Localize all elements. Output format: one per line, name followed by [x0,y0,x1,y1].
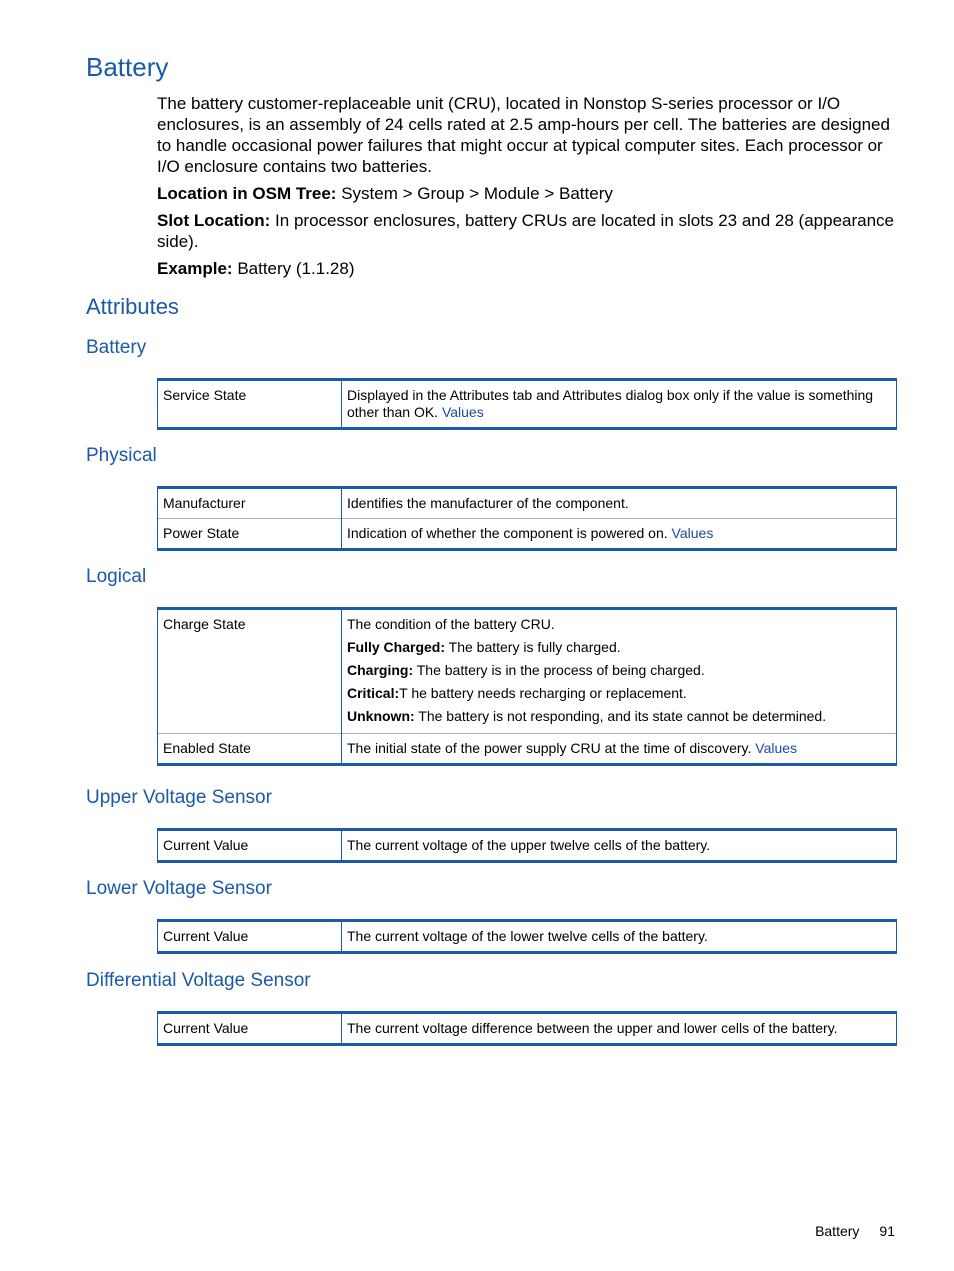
state-term: Charging: [347,662,414,678]
table-row [158,1013,897,1045]
location-label: Location in OSM Tree: [157,184,337,203]
attribute-name: Current Value [158,830,342,862]
state-term: Fully Charged: [347,639,446,655]
values-link[interactable]: Values [441,404,484,420]
intro-paragraph: The battery customer-replaceable unit (CRU), located in Nonstop S-series processor or I/O enclosures, is an assembly of 24 cells rated at 2.5 amp-hours per cell. The batteries are designed to handle occasional power failures that might occur at typical computer sites. Each processor or I/O enclosure contains two batteries. [157,94,890,176]
description-text: The initial state of the power supply CRU at the time of discovery. [347,740,756,756]
attribute-name: Manufacturer [158,488,342,519]
differential-voltage-heading: Differential Voltage Sensor [86,970,311,991]
differential-voltage-table [157,1011,897,1046]
attribute-description [342,734,897,765]
location-value: System > Group > Module > Battery [336,184,613,203]
attribute-description: The current voltage of the upper twelve cells of the battery. [342,830,897,862]
attribute-description: The current voltage difference between the upper and lower cells of the battery. [342,1013,897,1045]
table-row [158,380,897,429]
state-term: Unknown: [347,708,415,724]
description-text: The condition of the battery CRU. [347,616,555,632]
attribute-name: Charge State [158,609,342,734]
attribute-name: Enabled State [158,734,342,765]
logical-heading: Logical [86,566,147,587]
physical-heading: Physical [86,445,157,466]
logical-table [157,607,897,766]
description-text: Displayed in the Attributes tab and Attributes dialog box only if the value is something other than OK. [347,387,874,420]
table-row [158,609,897,734]
example-line [157,258,897,279]
state-definition [347,662,891,679]
battery-heading: Battery [86,337,147,358]
example-label: Example: [157,259,233,278]
attribute-description [342,519,897,550]
attributes-heading: Attributes [86,294,179,319]
values-link[interactable]: Values [755,740,798,756]
attribute-name: Power State [158,519,342,550]
attribute-description [342,380,897,429]
state-definition [347,685,891,702]
lower-voltage-table [157,919,897,954]
table-row [158,519,897,550]
values-link[interactable]: Values [671,525,714,541]
description-text: Indication of whether the component is powered on. [347,525,672,541]
physical-table [157,486,897,551]
lower-voltage-heading: Lower Voltage Sensor [86,878,272,899]
intro-block [157,93,897,285]
table-row [158,830,897,862]
battery-table [157,378,897,430]
example-value: Battery (1.1.28) [232,259,355,278]
attribute-name: Service State [158,380,342,429]
state-text: The battery is fully charged. [445,639,621,655]
page-title: Battery [86,52,169,82]
state-text: The battery is not responding, and its state cannot be determined. [414,708,827,724]
table-row [158,921,897,953]
attribute-name: Current Value [158,921,342,953]
page-footer [795,1223,895,1239]
slot-label: Slot Location: [157,211,271,230]
state-text: The battery is in the process of being charged. [413,662,705,678]
table-row [158,488,897,519]
attribute-description: Identifies the manufacturer of the component. [342,488,897,519]
upper-voltage-table [157,828,897,863]
attribute-description [342,609,897,734]
attribute-description: The current voltage of the lower twelve cells of the battery. [342,921,897,953]
upper-voltage-heading: Upper Voltage Sensor [86,787,272,808]
footer-section: Battery [815,1223,860,1239]
slot-line [157,210,897,252]
location-line [157,183,897,204]
page-number: 91 [879,1223,895,1239]
state-text: T he battery needs recharging or replacement. [399,685,687,701]
slot-value: In processor enclosures, battery CRUs are located in slots 23 and 28 (appearance side). [157,211,894,251]
state-definition [347,639,891,656]
table-row [158,734,897,765]
attribute-name: Current Value [158,1013,342,1045]
state-term: Critical: [347,685,400,701]
state-definition [347,708,891,725]
